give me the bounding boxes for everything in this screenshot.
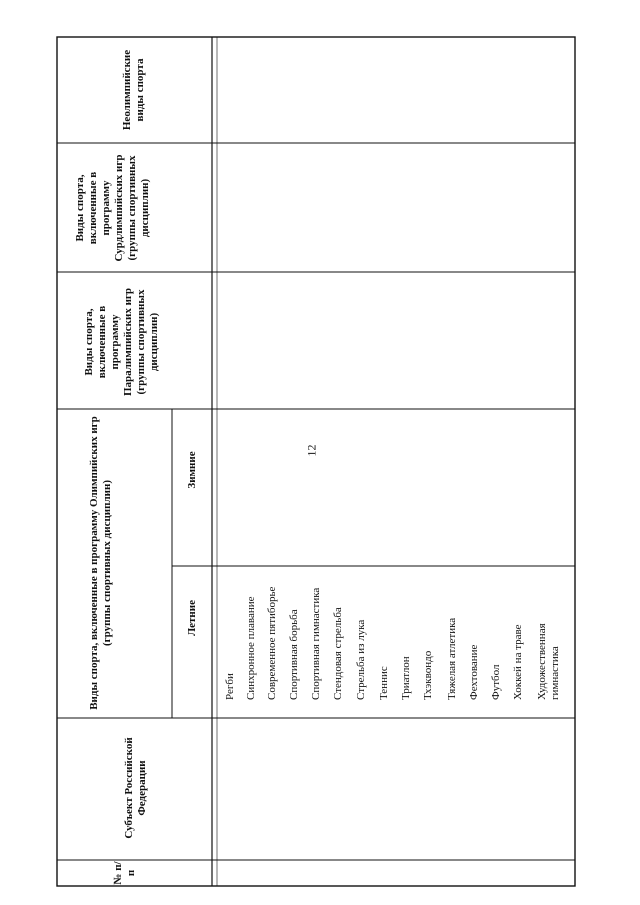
summer-sport-item: Тяжелая атлетика [446,617,458,700]
summer-sport-item: Современное пятиборье [266,586,278,700]
header-winter: Зимние [186,451,198,489]
header-subject: Субъект Российской Федерации [123,737,148,839]
header-olympic-group: Виды спорта, включенные в программу Олимпийских игр (группы спортивных дисциплин) [88,416,113,710]
header-paralympic: Виды спорта, включенные в программу Паралимпийских игр (группы спортивных дисциплин) [83,287,160,397]
summer-sport-item: Спортивная борьба [288,609,300,700]
summer-sport-item: Футбол [490,664,502,700]
summer-sport-item: Стендовая стрельба [332,607,344,700]
summer-sport-item: Синхронное плавание [245,596,257,700]
summer-sport-item: Стрельба из лука [355,619,367,700]
summer-sport-item: Художественная гимнастика [536,623,561,700]
header-number: № п/п [112,861,137,885]
summer-sport-item: Хоккей на траве [512,624,524,700]
header-summer: Летние [186,600,198,636]
header-non-olympic: Неолимпийские виды спорта [121,49,146,131]
summer-sport-item: Теннис [378,666,390,700]
summer-sport-item: Тхэквондо [422,650,434,700]
summer-sport-item: Регби [224,673,236,700]
summer-sport-item: Фехтование [468,644,480,700]
summer-sport-item: Триатлон [400,656,412,700]
header-deaflympic: Виды спорта, включенные в программу Сурдлимпийских игр (группы спортивных дисциплин) [74,154,151,262]
page-number: 12 [304,444,319,457]
summer-sport-item: Спортивная гимнастика [310,587,322,700]
